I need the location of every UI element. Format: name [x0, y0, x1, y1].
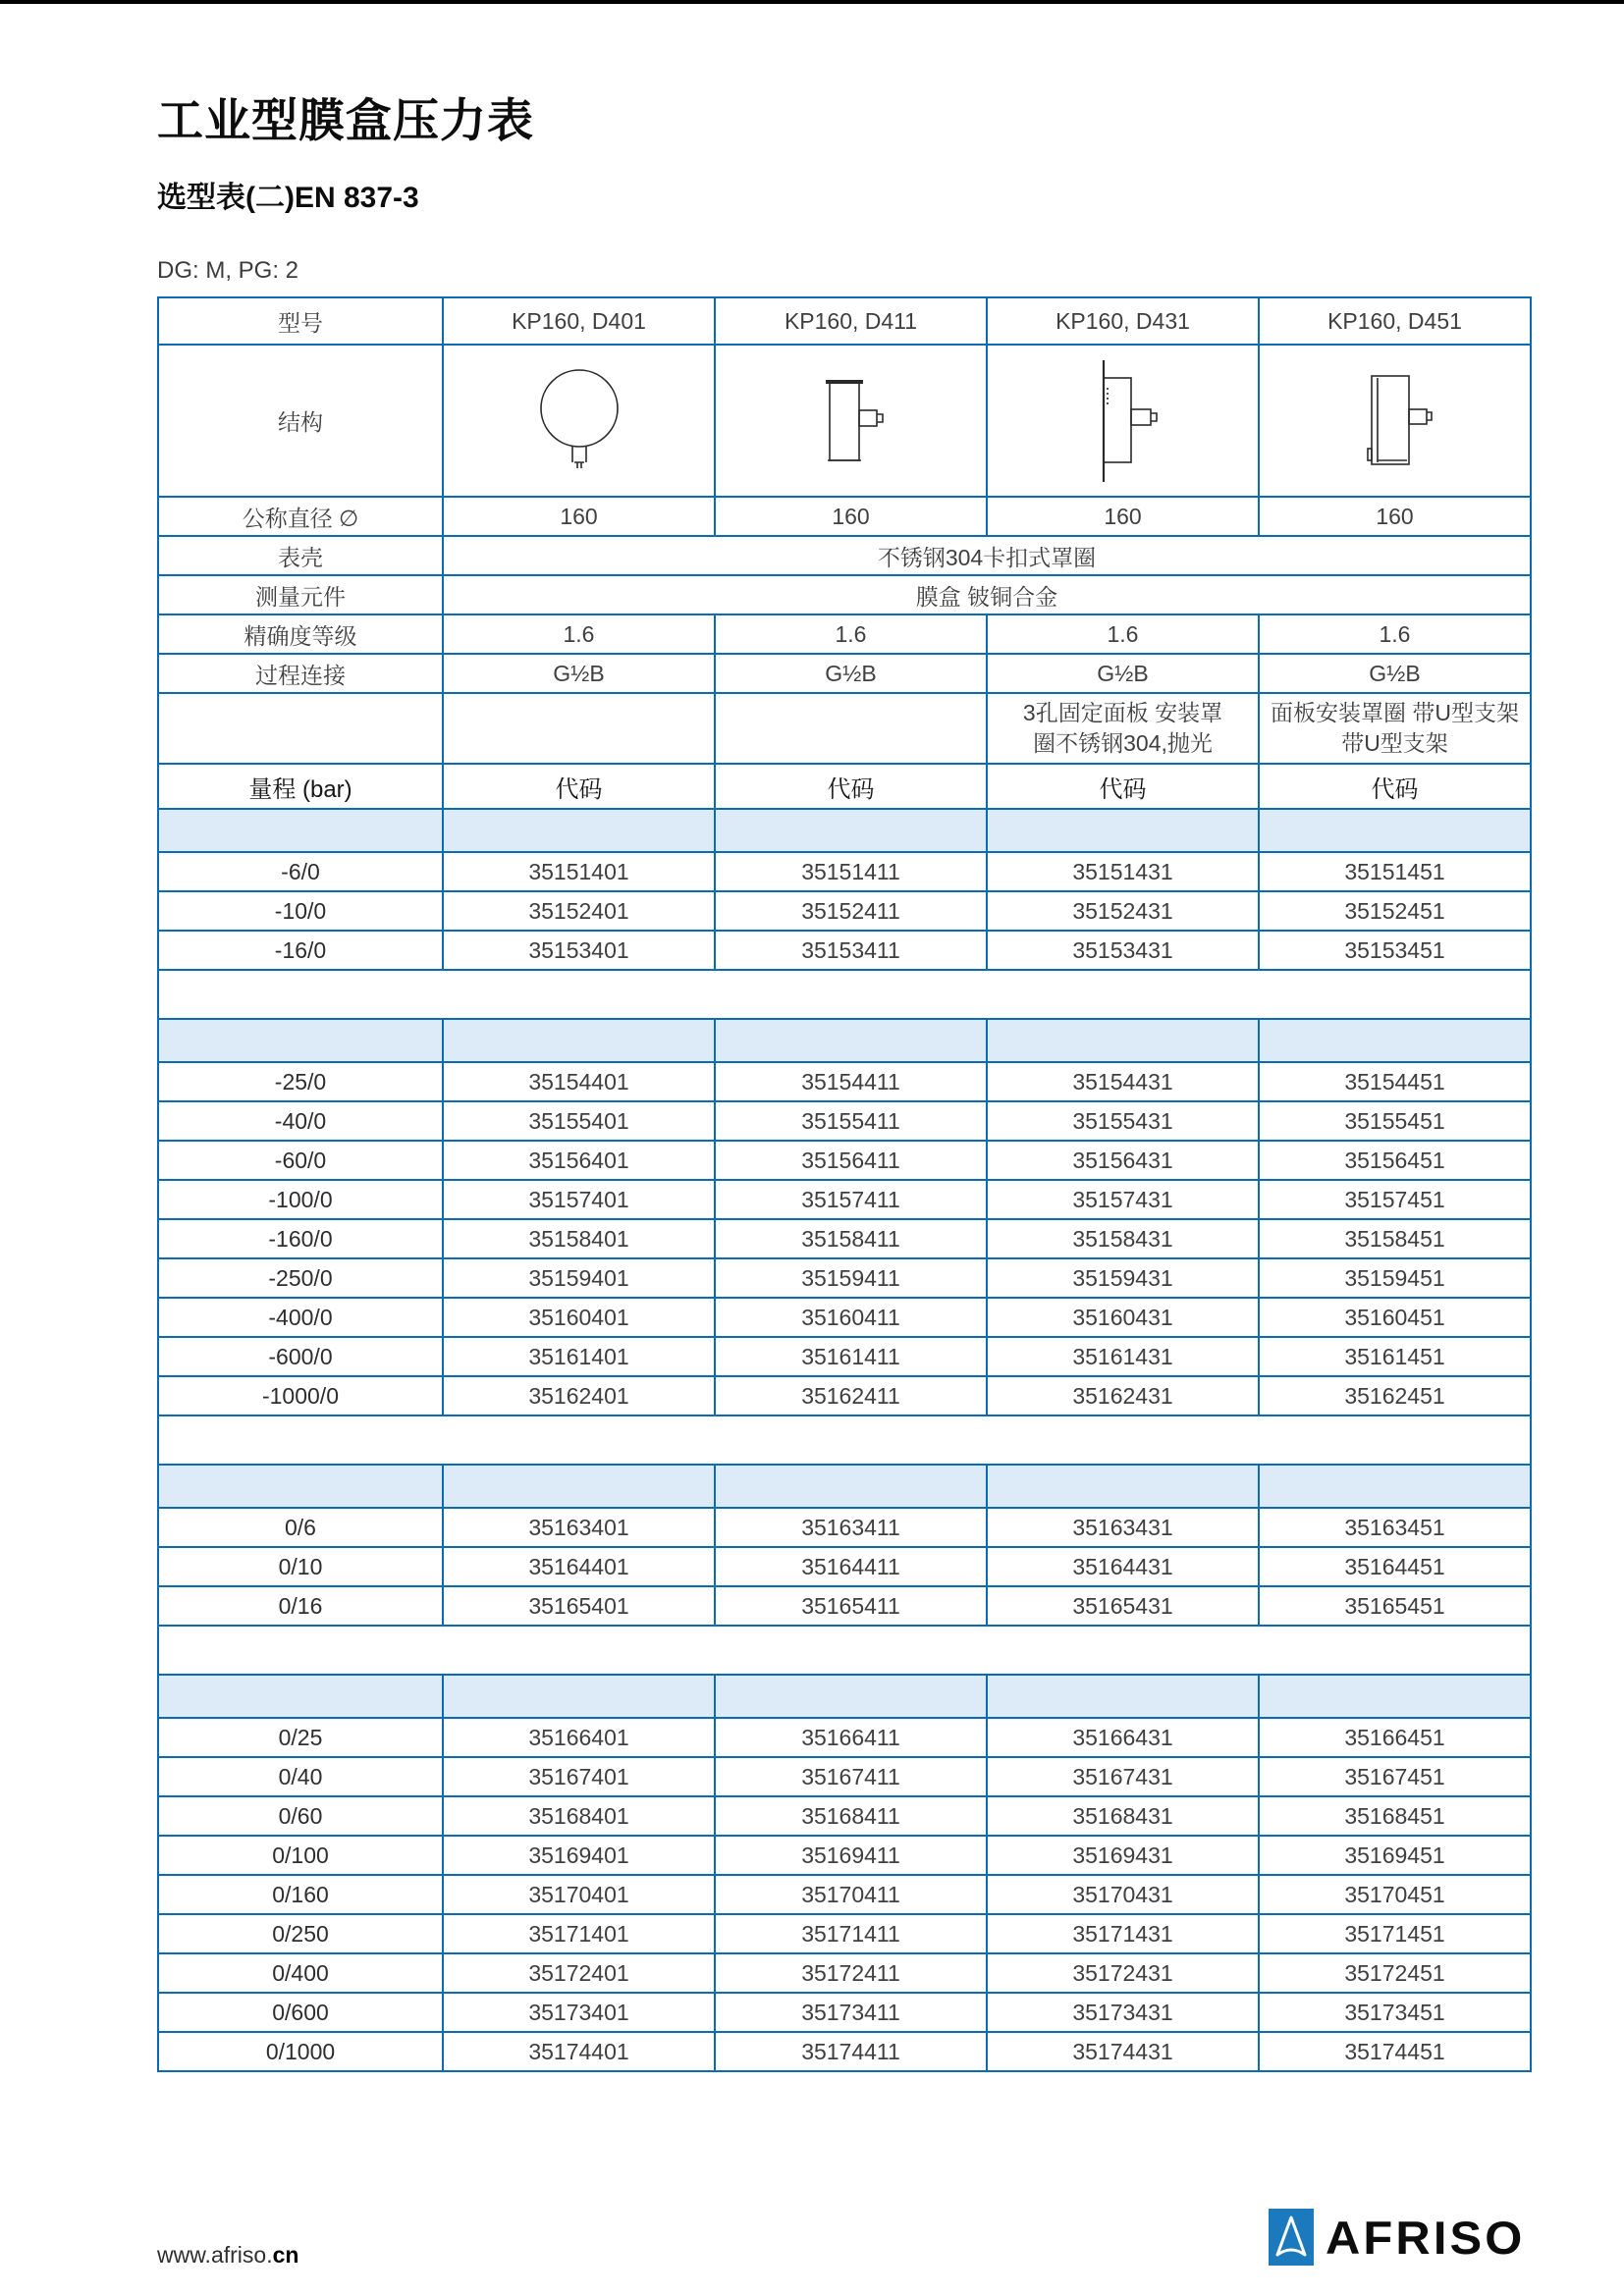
- range-row: [158, 1376, 1531, 1415]
- band-cell: [987, 809, 1259, 852]
- code-cell: 35167451: [1259, 1757, 1531, 1796]
- code-cell: 35162401: [443, 1376, 715, 1415]
- model-d411: KP160, D411: [715, 297, 987, 345]
- band-cell: [715, 1675, 987, 1718]
- code-cell: 35156401: [443, 1141, 715, 1180]
- code-cell: 35172431: [987, 1953, 1259, 1993]
- band-cell: [987, 1675, 1259, 1718]
- page-subtitle: 选型表(二)EN 837-3: [157, 182, 419, 214]
- code-cell: 35167411: [715, 1757, 987, 1796]
- code-header-d411: 代码: [715, 764, 987, 809]
- range-row: [158, 1914, 1531, 1953]
- structure-cell-d411: [715, 345, 987, 497]
- code-cell: 35153401: [443, 931, 715, 970]
- band-cell: [987, 1019, 1259, 1062]
- code-cell: 35161411: [715, 1337, 987, 1376]
- range-row: [158, 1953, 1531, 1993]
- code-cell: 35169401: [443, 1836, 715, 1875]
- range-cell: -160/0: [158, 1219, 443, 1258]
- element-row: [158, 575, 1531, 614]
- code-cell: 35151431: [987, 852, 1259, 891]
- code-cell: 35155451: [1259, 1101, 1531, 1141]
- note-d431-line2: 圈不锈钢304,抛光: [1033, 730, 1213, 756]
- accuracy-value-d411: 1.6: [715, 614, 987, 654]
- code-cell: 35162451: [1259, 1376, 1531, 1415]
- code-cell: 35160451: [1259, 1298, 1531, 1337]
- code-cell: 35152431: [987, 891, 1259, 931]
- band-cell: [715, 1465, 987, 1508]
- range-row: [158, 1141, 1531, 1180]
- code-cell: 35161401: [443, 1337, 715, 1376]
- code-cell: 35159411: [715, 1258, 987, 1298]
- code-cell: 35171451: [1259, 1914, 1531, 1953]
- code-cell: 35159401: [443, 1258, 715, 1298]
- code-cell: 35159451: [1259, 1258, 1531, 1298]
- code-cell: 35166431: [987, 1718, 1259, 1757]
- range-cell: 0/10: [158, 1547, 443, 1586]
- range-cell: 0/60: [158, 1796, 443, 1836]
- band-cell: [987, 1465, 1259, 1508]
- code-cell: 35168411: [715, 1796, 987, 1836]
- dn-value-d401: 160: [443, 497, 715, 536]
- dn-value-d451: 160: [1259, 497, 1531, 536]
- code-cell: 35165451: [1259, 1586, 1531, 1626]
- structure-cell-d401: [443, 345, 715, 497]
- code-cell: 35153431: [987, 931, 1259, 970]
- range-cell: 0/600: [158, 1993, 443, 2032]
- dg-pg-note: DG: M, PG: 2: [157, 257, 299, 284]
- range-row: [158, 1796, 1531, 1836]
- block-spacer-row: [158, 1626, 1531, 1675]
- nominal-diameter-label: 公称直径 ∅: [158, 497, 443, 536]
- accuracy-label: 精确度等级: [158, 614, 443, 654]
- code-cell: 35161451: [1259, 1337, 1531, 1376]
- footer-url-prefix: www.afriso.: [157, 2242, 273, 2268]
- code-cell: 35169431: [987, 1836, 1259, 1875]
- structure-row: [158, 345, 1531, 497]
- code-cell: 35170451: [1259, 1875, 1531, 1914]
- element-label: 测量元件: [158, 575, 443, 614]
- code-cell: 35154401: [443, 1062, 715, 1101]
- range-body: [158, 809, 1531, 2071]
- range-row: [158, 852, 1531, 891]
- code-cell: 35160401: [443, 1298, 715, 1337]
- block-spacer-row: [158, 970, 1531, 1019]
- code-cell: 35166451: [1259, 1718, 1531, 1757]
- range-row: [158, 1062, 1531, 1101]
- range-row: [158, 1180, 1531, 1219]
- code-cell: 35160411: [715, 1298, 987, 1337]
- range-row: [158, 1101, 1531, 1141]
- band-cell: [158, 1019, 443, 1062]
- footer-url-suffix: cn: [272, 2242, 299, 2268]
- code-header-d431: 代码: [987, 764, 1259, 809]
- code-cell: 35165401: [443, 1586, 715, 1626]
- code-cell: 35158451: [1259, 1219, 1531, 1258]
- case-label: 表壳: [158, 536, 443, 575]
- notes-empty-d411: [715, 693, 987, 764]
- code-cell: 35172401: [443, 1953, 715, 1993]
- band-cell: [158, 1675, 443, 1718]
- band-row: [158, 1019, 1531, 1062]
- code-cell: 35154431: [987, 1062, 1259, 1101]
- band-cell: [443, 1465, 715, 1508]
- range-row: [158, 1875, 1531, 1914]
- code-cell: 35156411: [715, 1141, 987, 1180]
- code-cell: 35164401: [443, 1547, 715, 1586]
- range-row: [158, 1993, 1531, 2032]
- range-cell: -400/0: [158, 1298, 443, 1337]
- code-cell: 35151451: [1259, 852, 1531, 891]
- band-cell: [1259, 1675, 1531, 1718]
- note-d451-line2: 带U型支架: [1341, 730, 1448, 756]
- code-cell: 35170411: [715, 1875, 987, 1914]
- code-cell: 35168431: [987, 1796, 1259, 1836]
- block-spacer-cell: [158, 970, 1531, 1019]
- code-cell: 35153411: [715, 931, 987, 970]
- range-row: [158, 1757, 1531, 1796]
- code-cell: 35155411: [715, 1101, 987, 1141]
- afriso-logo: [1269, 2209, 1526, 2266]
- block-spacer-cell: [158, 1626, 1531, 1675]
- code-cell: 35173451: [1259, 1993, 1531, 2032]
- code-cell: 35158431: [987, 1219, 1259, 1258]
- band-cell: [715, 809, 987, 852]
- nominal-diameter-row: [158, 497, 1531, 536]
- connection-value-d431: G½B: [987, 654, 1259, 693]
- range-cell: -250/0: [158, 1258, 443, 1298]
- model-d431: KP160, D431: [987, 297, 1259, 345]
- element-value: 膜盒 铍铜合金: [443, 575, 1531, 614]
- note-d431: [987, 693, 1259, 764]
- note-d431-line1: 3孔固定面板 安装罩: [1022, 699, 1223, 725]
- accuracy-value-d451: 1.6: [1259, 614, 1531, 654]
- code-cell: 35156431: [987, 1141, 1259, 1180]
- code-cell: 35152411: [715, 891, 987, 931]
- code-header-d401: 代码: [443, 764, 715, 809]
- connection-value-d401: G½B: [443, 654, 715, 693]
- page-title: 工业型膜盒压力表: [157, 94, 534, 146]
- code-cell: 35155401: [443, 1101, 715, 1141]
- band-cell: [443, 1675, 715, 1718]
- range-cell: 0/250: [158, 1914, 443, 1953]
- connection-label: 过程连接: [158, 654, 443, 693]
- range-row: [158, 931, 1531, 970]
- band-cell: [443, 809, 715, 852]
- connection-value-d451: G½B: [1259, 654, 1531, 693]
- band-row: [158, 1465, 1531, 1508]
- selection-table: [157, 296, 1532, 2072]
- case-value: 不锈钢304卡扣式罩圈: [443, 536, 1531, 575]
- range-cell: 0/400: [158, 1953, 443, 1993]
- range-cell: 0/40: [158, 1757, 443, 1796]
- code-cell: 35170431: [987, 1875, 1259, 1914]
- band-row: [158, 809, 1531, 852]
- range-row: [158, 1836, 1531, 1875]
- code-cell: 35172411: [715, 1953, 987, 1993]
- code-cell: 35174451: [1259, 2032, 1531, 2071]
- code-cell: 35162431: [987, 1376, 1259, 1415]
- code-cell: 35160431: [987, 1298, 1259, 1337]
- code-cell: 35168451: [1259, 1796, 1531, 1836]
- structure-cell-d451: [1259, 345, 1531, 497]
- connection-row: [158, 654, 1531, 693]
- range-cell: -25/0: [158, 1062, 443, 1101]
- range-row: [158, 1508, 1531, 1547]
- code-cell: 35166411: [715, 1718, 987, 1757]
- code-cell: 35169451: [1259, 1836, 1531, 1875]
- range-cell: -10/0: [158, 891, 443, 931]
- accuracy-row: [158, 614, 1531, 654]
- range-header-label: 量程 (bar): [158, 764, 443, 809]
- case-row: [158, 536, 1531, 575]
- band-cell: [158, 1465, 443, 1508]
- range-row: [158, 1547, 1531, 1586]
- block-spacer-row: [158, 1415, 1531, 1465]
- code-cell: 35154411: [715, 1062, 987, 1101]
- band-cell: [715, 1019, 987, 1062]
- code-cell: 35157401: [443, 1180, 715, 1219]
- code-cell: 35171411: [715, 1914, 987, 1953]
- code-cell: 35173401: [443, 1993, 715, 2032]
- range-cell: 0/1000: [158, 2032, 443, 2071]
- code-cell: 35151401: [443, 852, 715, 891]
- model-d401: KP160, D401: [443, 297, 715, 345]
- code-cell: 35174411: [715, 2032, 987, 2071]
- code-cell: 35174401: [443, 2032, 715, 2071]
- structure-cell-d431: [987, 345, 1259, 497]
- structure-row-label: 结构: [158, 345, 443, 497]
- range-row: [158, 1219, 1531, 1258]
- range-cell: -100/0: [158, 1180, 443, 1219]
- code-cell: 35157451: [1259, 1180, 1531, 1219]
- gauge-side-u-bracket-icon: [1336, 354, 1454, 487]
- code-cell: 35157431: [987, 1180, 1259, 1219]
- gauge-front-bottom-connection-icon: [520, 354, 638, 487]
- band-cell: [1259, 1465, 1531, 1508]
- code-cell: 35161431: [987, 1337, 1259, 1376]
- block-spacer-cell: [158, 1415, 1531, 1465]
- code-cell: 35163451: [1259, 1508, 1531, 1547]
- accuracy-value-d431: 1.6: [987, 614, 1259, 654]
- code-cell: 35169411: [715, 1836, 987, 1875]
- notes-empty-label: [158, 693, 443, 764]
- code-cell: 35163411: [715, 1508, 987, 1547]
- range-cell: 0/16: [158, 1586, 443, 1626]
- gauge-side-back-connection-icon: [792, 354, 910, 487]
- code-header-d451: 代码: [1259, 764, 1531, 809]
- range-row: [158, 891, 1531, 931]
- code-cell: 35165431: [987, 1586, 1259, 1626]
- range-row: [158, 1258, 1531, 1298]
- range-row: [158, 1586, 1531, 1626]
- code-cell: 35171401: [443, 1914, 715, 1953]
- accuracy-value-d401: 1.6: [443, 614, 715, 654]
- range-row: [158, 1298, 1531, 1337]
- notes-empty-d401: [443, 693, 715, 764]
- logo-wordmark: AFRISO: [1326, 2211, 1526, 2264]
- band-cell: [443, 1019, 715, 1062]
- dn-value-d411: 160: [715, 497, 987, 536]
- mounting-notes-row: [158, 693, 1531, 764]
- note-d451-line1: 面板安装罩圈 带U型支架: [1271, 699, 1519, 725]
- range-cell: 0/160: [158, 1875, 443, 1914]
- range-cell: -600/0: [158, 1337, 443, 1376]
- code-cell: 35164411: [715, 1547, 987, 1586]
- range-row: [158, 1718, 1531, 1757]
- band-cell: [158, 809, 443, 852]
- code-cell: 35163431: [987, 1508, 1259, 1547]
- range-row: [158, 1337, 1531, 1376]
- range-header-row: [158, 764, 1531, 809]
- range-cell: -1000/0: [158, 1376, 443, 1415]
- code-cell: 35159431: [987, 1258, 1259, 1298]
- band-cell: [1259, 1019, 1531, 1062]
- code-cell: 35152401: [443, 891, 715, 931]
- code-cell: 35164431: [987, 1547, 1259, 1586]
- code-cell: 35156451: [1259, 1141, 1531, 1180]
- code-cell: 35151411: [715, 852, 987, 891]
- model-row: [158, 297, 1531, 345]
- code-cell: 35152451: [1259, 891, 1531, 931]
- range-cell: -6/0: [158, 852, 443, 891]
- code-cell: 35158401: [443, 1219, 715, 1258]
- range-cell: -40/0: [158, 1101, 443, 1141]
- page-top-rule: [0, 0, 1624, 4]
- code-cell: 35170401: [443, 1875, 715, 1914]
- code-cell: 35162411: [715, 1376, 987, 1415]
- note-d451: [1259, 693, 1531, 764]
- code-cell: 35167431: [987, 1757, 1259, 1796]
- code-cell: 35174431: [987, 2032, 1259, 2071]
- code-cell: 35157411: [715, 1180, 987, 1219]
- connection-value-d411: G½B: [715, 654, 987, 693]
- gauge-side-panel-mount-icon: [1064, 354, 1182, 487]
- range-cell: -16/0: [158, 931, 443, 970]
- code-cell: 35154451: [1259, 1062, 1531, 1101]
- code-cell: 35153451: [1259, 931, 1531, 970]
- range-row: [158, 2032, 1531, 2071]
- code-cell: 35155431: [987, 1101, 1259, 1141]
- range-cell: 0/25: [158, 1718, 443, 1757]
- code-cell: 35168401: [443, 1796, 715, 1836]
- range-cell: 0/6: [158, 1508, 443, 1547]
- code-cell: 35164451: [1259, 1547, 1531, 1586]
- model-d451: KP160, D451: [1259, 297, 1531, 345]
- range-cell: 0/100: [158, 1836, 443, 1875]
- code-cell: 35167401: [443, 1757, 715, 1796]
- footer-url[interactable]: [157, 2242, 298, 2269]
- dn-value-d431: 160: [987, 497, 1259, 536]
- code-cell: 35163401: [443, 1508, 715, 1547]
- code-cell: 35173411: [715, 1993, 987, 2032]
- logo-arrow-icon: [1269, 2209, 1314, 2266]
- code-cell: 35158411: [715, 1219, 987, 1258]
- code-cell: 35173431: [987, 1993, 1259, 2032]
- range-cell: -60/0: [158, 1141, 443, 1180]
- code-cell: 35165411: [715, 1586, 987, 1626]
- band-cell: [1259, 809, 1531, 852]
- code-cell: 35166401: [443, 1718, 715, 1757]
- code-cell: 35172451: [1259, 1953, 1531, 1993]
- model-row-label: 型号: [158, 297, 443, 345]
- code-cell: 35171431: [987, 1914, 1259, 1953]
- band-row: [158, 1675, 1531, 1718]
